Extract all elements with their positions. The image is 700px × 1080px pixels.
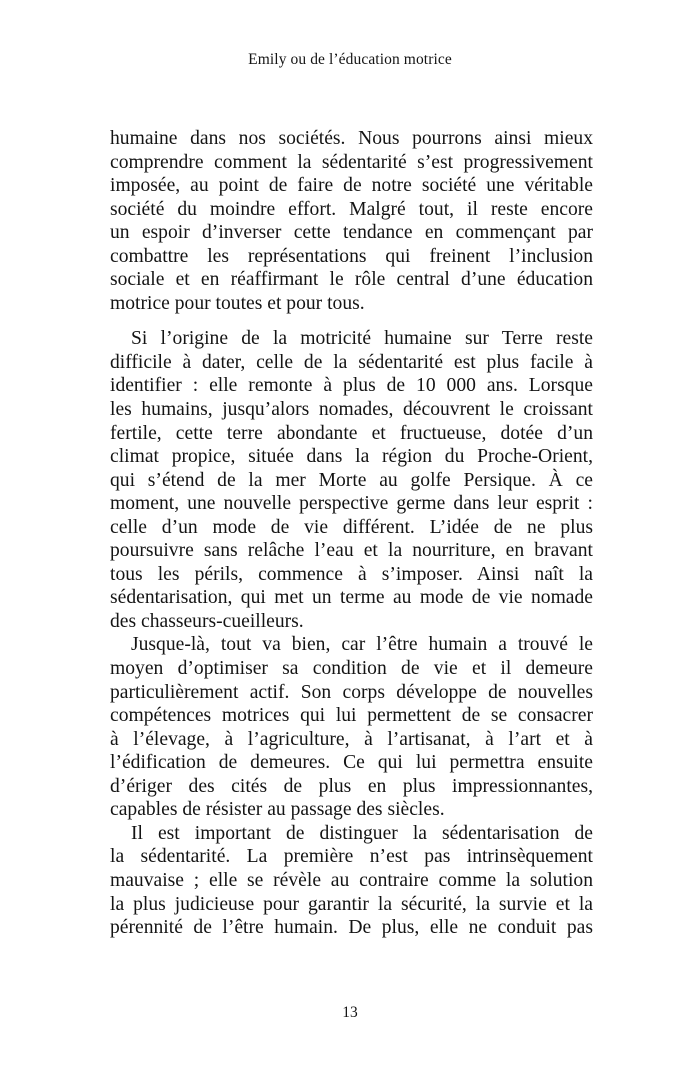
text-line: moment, une nouvelle perspective germe dans leur esprit :: [110, 493, 593, 515]
text-line: à l’élevage, à l’agriculture, à l’artisanat, à l’art et à: [110, 728, 593, 750]
text-line: mauvaise ; elle se révèle au contraire comme la solution: [110, 869, 593, 891]
text-line: d’ériger des cités de plus en plus impressionnantes,: [110, 775, 593, 797]
text-line: fertile, cette terre abondante et fructueuse, dotée d’un: [110, 422, 593, 444]
text-line: compétences motrices qui lui permettent de se consacrer: [110, 705, 593, 727]
text-line: comprendre comment la sédentarité s’est progressivement: [110, 151, 593, 173]
text-line: capables de résister au passage des siècles.: [110, 799, 445, 821]
text-line: Jusque-là, tout va bien, car l’être humain a trouvé le: [131, 634, 593, 656]
running-head: Emily ou de l’éducation motrice: [248, 51, 452, 68]
text-line: qui s’étend de la mer Morte au golfe Persique. À ce: [110, 469, 593, 491]
text-line: Si l’origine de la motricité humaine sur Terre reste: [131, 328, 593, 350]
body-text: [110, 127, 593, 940]
text-line: celle d’un mode de vie différent. L’idée de ne plus: [110, 516, 593, 538]
text-line: combattre les représentations qui freinent l’inclusion: [110, 245, 593, 267]
section-break: [110, 315, 593, 327]
text-line: poursuivre sans relâche l’eau et la nourriture, en bravant: [110, 540, 593, 562]
text-line: la plus judicieuse pour garantir la sécurité, la survie et la: [110, 893, 593, 915]
text-line: société du moindre effort. Malgré tout, il reste encore: [110, 198, 593, 220]
paragraph: [110, 127, 593, 315]
text-line: identifier : elle remonte à plus de 10 000 ans. Lorsque: [110, 375, 593, 397]
page-number: 13: [342, 1004, 358, 1021]
text-line: les humains, jusqu’alors nomades, découvrent le croissant: [110, 399, 593, 421]
text-line: Il est important de distinguer la sédentarisation de: [131, 822, 593, 844]
text-line: humaine dans nos sociétés. Nous pourrons ainsi mieux: [110, 128, 593, 149]
text-line: des chasseurs-cueilleurs.: [110, 610, 304, 632]
paragraph: [110, 822, 593, 940]
text-line: l’édification de demeures. Ce qui lui permettra ensuite: [110, 752, 593, 774]
text-line: sédentarisation, qui met un terme au mode de vie nomade: [110, 587, 593, 609]
paragraph: [110, 633, 593, 821]
text-line: motrice pour toutes et pour tous.: [110, 292, 365, 314]
text-line: moyen d’optimiser sa condition de vie et il demeure: [110, 658, 593, 680]
text-line: sociale et en réaffirmant le rôle central d’une éducation: [110, 269, 593, 291]
text-line: climat propice, située dans la région du Proche-Orient,: [110, 446, 593, 468]
text-line: imposée, au point de faire de notre société une véritable: [110, 175, 593, 197]
text-line: difficile à dater, celle de la sédentarité est plus facile à: [110, 351, 593, 373]
text-line: tous les périls, commence à s’imposer. Ainsi naît la: [110, 563, 593, 585]
text-line: particulièrement actif. Son corps développe de nouvelles: [110, 681, 593, 703]
text-line: la sédentarité. La première n’est pas intrinsèquement: [110, 846, 593, 868]
text-line: un espoir d’inverser cette tendance en commençant par: [110, 222, 593, 244]
paragraph: [110, 327, 593, 633]
text-line: pérennité de l’être humain. De plus, elle ne conduit pas: [110, 917, 593, 939]
